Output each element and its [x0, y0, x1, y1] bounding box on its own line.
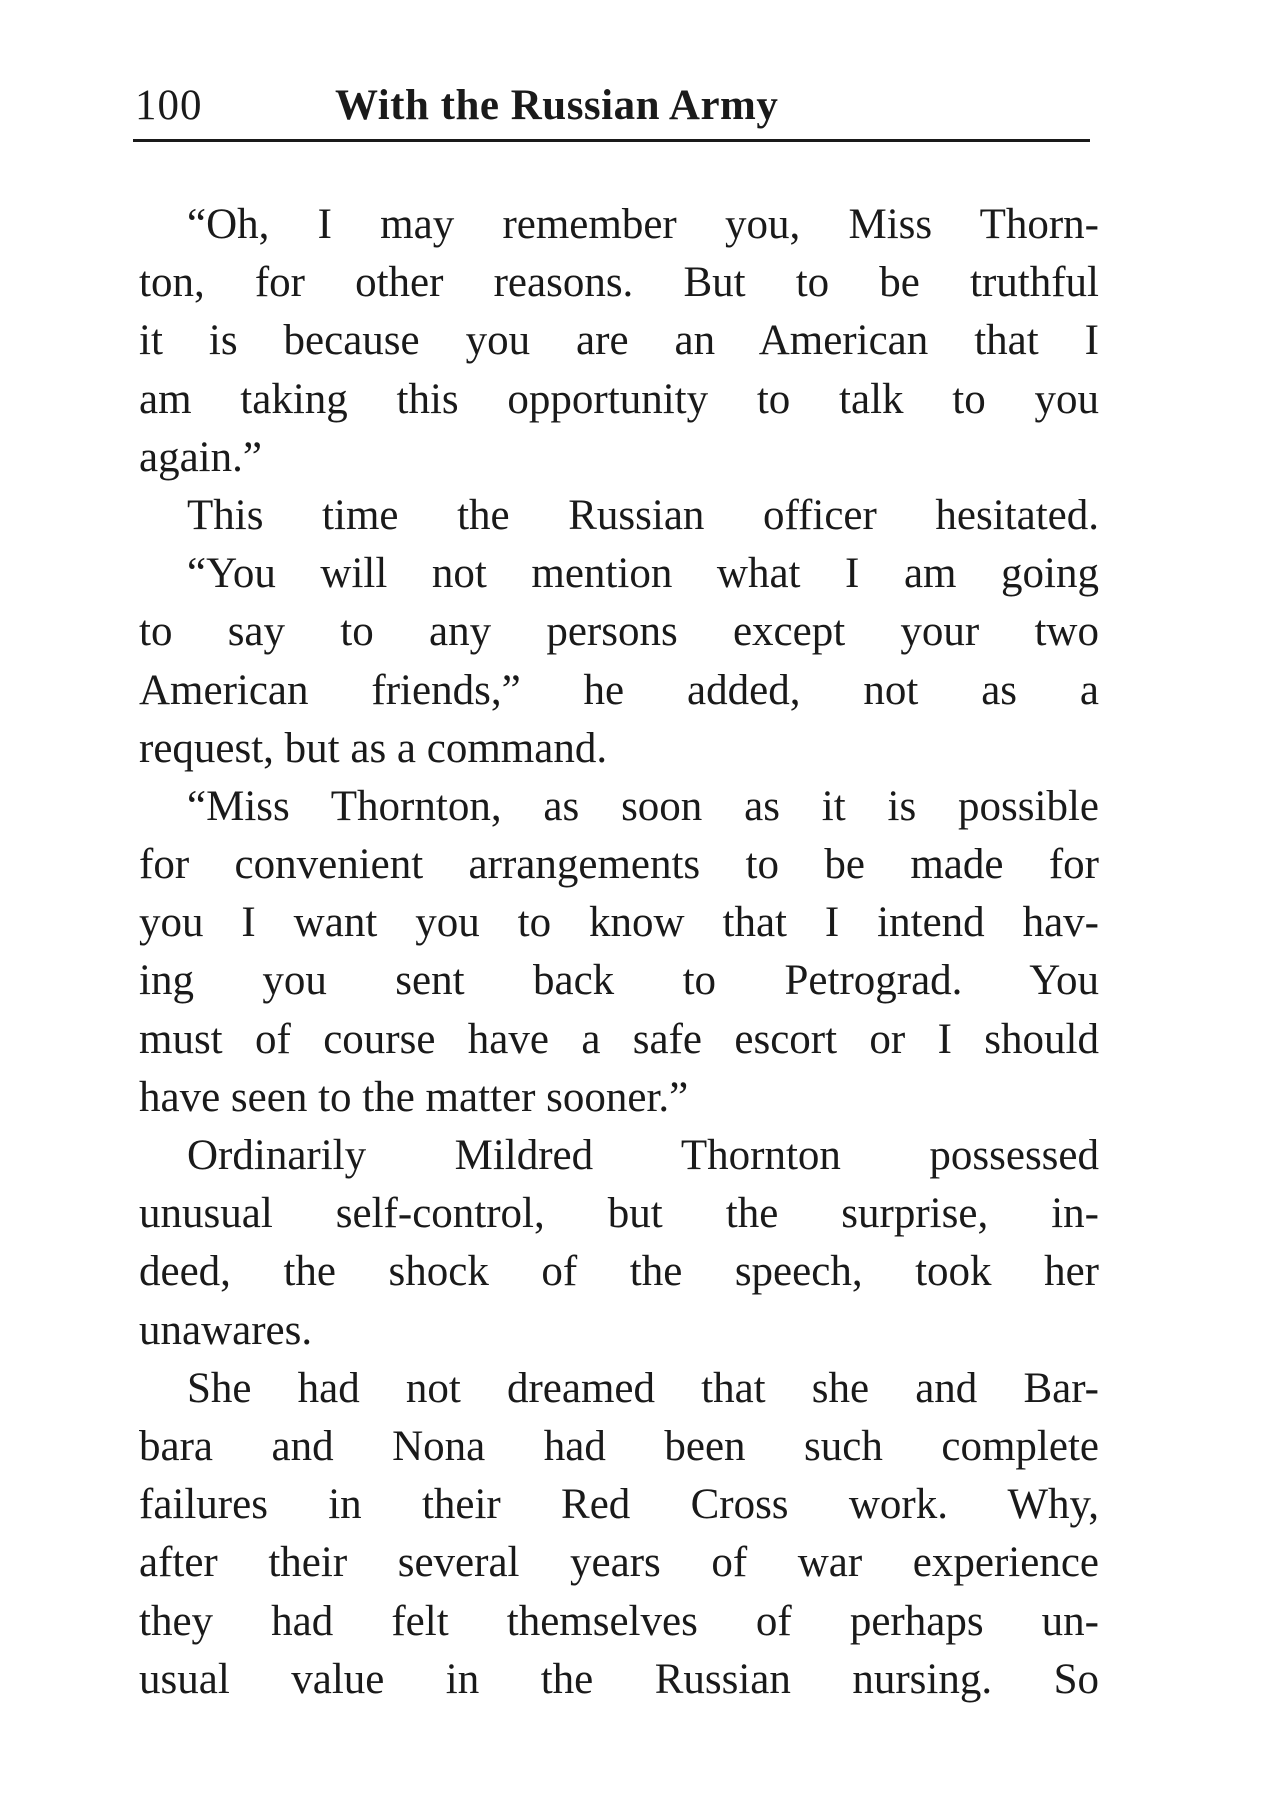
- text-line: to say to any persons except your two: [139, 608, 1099, 656]
- page-header: [135, 76, 1090, 136]
- text-line: Ordinarily Mildred Thornton possessed: [187, 1132, 1099, 1179]
- header-rule: [133, 139, 1090, 142]
- text-line: American friends,” he added, not as a: [139, 666, 1099, 714]
- text-line: they had felt themselves of perhaps un-: [139, 1597, 1099, 1645]
- text-line: usual value in the Russian nursing. So: [139, 1655, 1099, 1703]
- running-title: With the Russian Army: [335, 82, 779, 129]
- text-line: failures in their Red Cross work. Why,: [139, 1481, 1099, 1529]
- text-line: request, but as a command.: [139, 724, 608, 772]
- text-line: “Oh, I may remember you, Miss Thorn-: [187, 201, 1099, 248]
- text-line: you I want you to know that I intend hav-: [139, 899, 1099, 947]
- text-line: after their several years of war experience: [139, 1539, 1099, 1587]
- text-line: it is because you are an American that I: [139, 317, 1099, 365]
- text-line: bara and Nona had been such complete: [139, 1422, 1099, 1470]
- text-line: She had not dreamed that she and Bar-: [187, 1364, 1099, 1412]
- page-number: 100: [135, 82, 203, 129]
- text-line: ing you sent back to Petrograd. You: [139, 957, 1099, 1005]
- text-line: “You will not mention what I am going: [187, 550, 1099, 598]
- text-line: am taking this opportunity to talk to you: [139, 375, 1099, 423]
- text-line: have seen to the matter sooner.”: [139, 1073, 689, 1121]
- text-line: again.”: [139, 433, 262, 481]
- text-line: unawares.: [139, 1306, 313, 1354]
- text-line: must of course have a safe escort or I should: [139, 1015, 1099, 1063]
- text-line: deed, the shock of the speech, took her: [139, 1248, 1099, 1296]
- text-line: unusual self-control, but the surprise, in-: [139, 1190, 1099, 1238]
- text-line: for convenient arrangements to be made for: [139, 841, 1099, 889]
- text-line: This time the Russian officer hesitated.: [187, 491, 1099, 539]
- text-line: “Miss Thornton, as soon as it is possible: [187, 782, 1099, 830]
- text-line: ton, for other reasons. But to be truthful: [139, 259, 1099, 307]
- body-text: [139, 196, 1099, 1709]
